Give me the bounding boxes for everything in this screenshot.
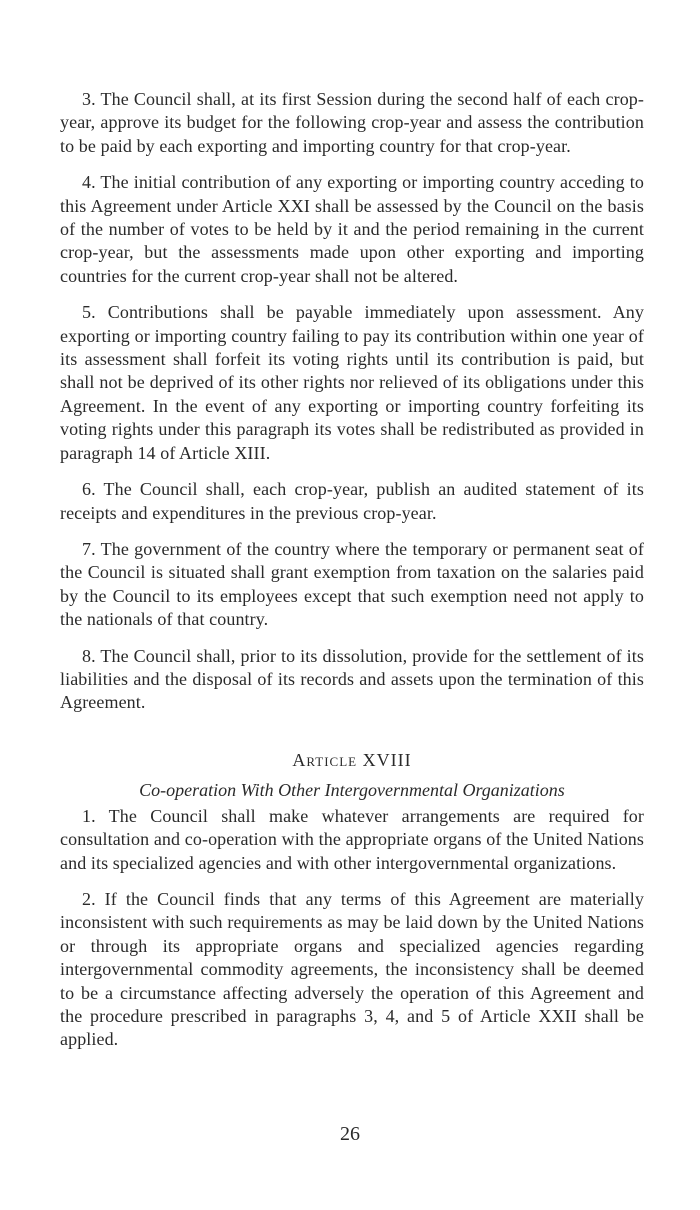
article-subheading: Co-operation With Other Intergovernmental Organizations: [139, 779, 565, 800]
article-paragraph-1: 1. The Council shall make whatever arrangements are required for consultation and co-operation with the appropriate organs of the United Nations and its specialized agencies and with other intergovernmental organizations.: [60, 805, 644, 873]
article-heading: Article XVIII: [292, 749, 412, 770]
paragraph-5: 5. Contributions shall be payable immediately upon assessment. Any exporting or importing country failing to pay its contribution within one year of its assessment shall forfeit its voting rights until its contribution is paid, but shall not be deprived of its other rights nor relieved of its obligations under this Agreement. In the event of any exporting or importing country forfeiting its voting rights under this paragraph its votes shall be redistributed as provided in paragraph 14 of Article XIII.: [60, 302, 644, 463]
article-paragraph-2: 2. If the Council finds that any terms of this Agreement are materially inconsistent with such requirements as may be laid down by the United Nations or through its appropriate organs and specialized agencies regarding intergovernmental commodity agreements, the inconsistency shall be deemed to be a circumstance affecting adversely the operation of this Agreement and the procedure prescribed in paragraphs 3, 4, and 5 of Article XXII shall be applied.: [60, 888, 644, 1050]
paragraph-8: 8. The Council shall, prior to its dissolution, provide for the settlement of its liabilities and the disposal of its records and assets upon the termination of this Agreement.: [60, 645, 644, 713]
paragraph-6: 6. The Council shall, each crop-year, publish an audited statement of its receipts and expenditures in the previous crop-year.: [60, 479, 644, 523]
paragraph-7: 7. The government of the country where the temporary or permanent seat of the Council is situated shall grant exemption from taxation on the salaries paid by the Council to its employees except that such exemption need not apply to the nationals of that country.: [60, 538, 644, 630]
page-number: 26: [340, 1123, 360, 1145]
paragraph-4: 4. The initial contribution of any exporting or importing country acceding to this Agreement under Article XXI shall be assessed by the Council on the basis of the number of votes to be held by it and the period remaining in the current crop-year, but the assessments made upon other exporting and importing countries for the current crop-year shall not be altered.: [60, 172, 644, 286]
paragraph-3: 3. The Council shall, at its first Session during the second half of each crop-year, approve its budget for the following crop-year and assess the contribution to be paid by each exporting and importing country for that crop-year.: [60, 89, 644, 156]
page-body: [60, 88, 644, 1065]
